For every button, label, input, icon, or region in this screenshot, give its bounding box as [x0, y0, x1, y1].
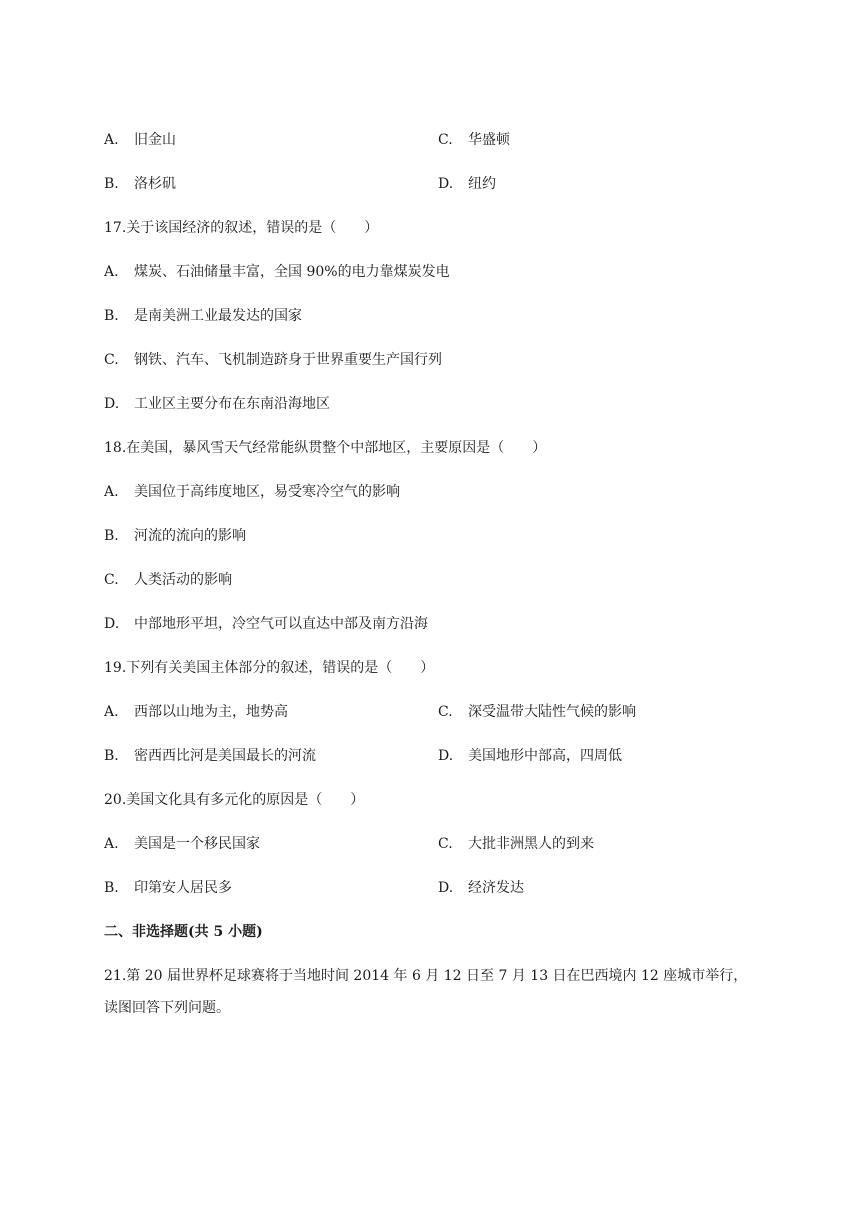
q16-option-a — [104, 130, 176, 150]
option-letter: A. — [104, 836, 119, 852]
q17-option-a — [104, 262, 450, 282]
option-letter: A. — [104, 484, 119, 500]
q18-option-b — [104, 526, 246, 546]
option-letter: A. — [104, 264, 119, 280]
option-letter: A. — [104, 132, 119, 148]
option-letter: B. — [104, 880, 119, 896]
option-letter: D. — [438, 880, 454, 896]
q20-option-a — [104, 834, 260, 854]
q19-stem: 19.下列有关美国主体部分的叙述，错误的是（ ） — [104, 660, 435, 676]
option-letter: D. — [104, 616, 120, 632]
option-text: 洛杉矶 — [134, 176, 176, 192]
option-letter: C. — [438, 704, 453, 720]
option-text: 华盛顿 — [468, 132, 510, 148]
q18-option-d — [104, 614, 428, 634]
q21-stem-line2: 读图回答下列问题。 — [104, 1000, 230, 1016]
option-text: 密西西比河是美国最长的河流 — [134, 748, 316, 764]
q16-option-d — [438, 174, 496, 194]
q16-option-b — [104, 174, 176, 194]
q18-option-a — [104, 482, 400, 502]
q16-option-c — [438, 130, 510, 150]
option-text: 河流的流向的影响 — [134, 528, 246, 544]
option-text: 是南美洲工业最发达的国家 — [134, 308, 302, 324]
option-text: 工业区主要分布在东南沿海地区 — [134, 396, 330, 412]
option-text: 旧金山 — [134, 132, 176, 148]
q20-option-c — [438, 834, 594, 854]
option-letter: D. — [438, 176, 454, 192]
option-text: 大批非洲黑人的到来 — [468, 836, 594, 852]
q17-option-d — [104, 394, 330, 414]
option-text: 纽约 — [468, 176, 496, 192]
q20-option-b — [104, 878, 232, 898]
option-text: 美国是一个移民国家 — [134, 836, 260, 852]
option-text: 深受温带大陆性气候的影响 — [468, 704, 636, 720]
q17-option-c — [104, 350, 442, 370]
q19-option-a — [104, 702, 288, 722]
q20-stem: 20.美国文化具有多元化的原因是（ ） — [104, 792, 365, 808]
section-heading: 二、非选择题(共 5 小题) — [104, 924, 263, 940]
option-text: 经济发达 — [468, 880, 524, 896]
option-letter: B. — [104, 308, 119, 324]
q21-stem-line1: 21.第 20 届世界杯足球赛将于当地时间 2014 年 6 月 12 日至 7 月 13 日在巴西境内 12 座城市举行， — [104, 968, 748, 984]
q17-option-b — [104, 306, 302, 326]
option-text: 西部以山地为主，地势高 — [134, 704, 288, 720]
q19-option-b — [104, 746, 316, 766]
option-letter: C. — [438, 132, 453, 148]
option-text: 人类活动的影响 — [134, 572, 232, 588]
option-letter: C. — [104, 352, 119, 368]
q18-option-c — [104, 570, 232, 590]
option-text: 煤炭、石油储量丰富，全国 90%的电力靠煤炭发电 — [134, 264, 450, 280]
option-letter: C. — [438, 836, 453, 852]
option-text: 中部地形平坦，冷空气可以直达中部及南方沿海 — [134, 616, 428, 632]
q17-stem: 17.关于该国经济的叙述，错误的是（ ） — [104, 220, 379, 236]
option-letter: D. — [438, 748, 454, 764]
q20-option-d — [438, 878, 524, 898]
option-letter: B. — [104, 176, 119, 192]
q19-option-d — [438, 746, 622, 766]
option-text: 美国位于高纬度地区，易受寒冷空气的影响 — [134, 484, 400, 500]
option-text: 钢铁、汽车、飞机制造跻身于世界重要生产国行列 — [134, 352, 442, 368]
option-letter: D. — [104, 396, 120, 412]
option-text: 美国地形中部高，四周低 — [468, 748, 622, 764]
q18-stem: 18.在美国，暴风雪天气经常能纵贯整个中部地区，主要原因是（ ） — [104, 440, 547, 456]
option-text: 印第安人居民多 — [134, 880, 232, 896]
option-letter: C. — [104, 572, 119, 588]
option-letter: B. — [104, 748, 119, 764]
option-letter: A. — [104, 704, 119, 720]
option-letter: B. — [104, 528, 119, 544]
q19-option-c — [438, 702, 636, 722]
